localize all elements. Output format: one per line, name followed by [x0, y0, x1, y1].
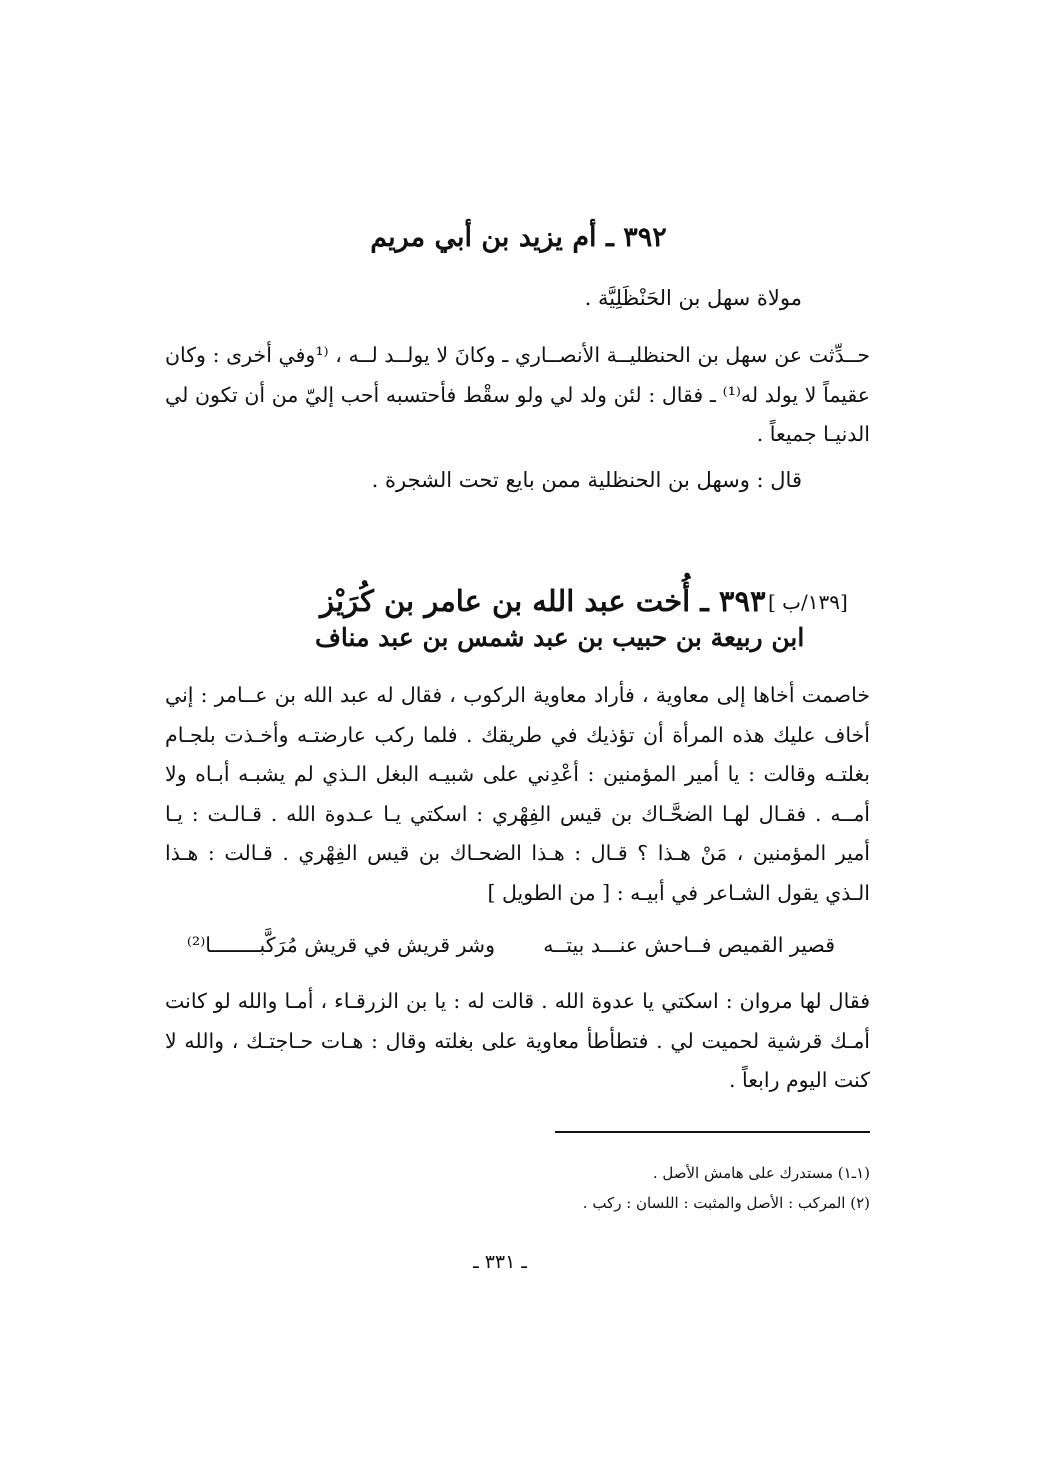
entry-392-paragraph: [165, 336, 870, 455]
verse-second-hemistich: وشر قريش في قريش مُرَكَّبــــــــا⁽²⁾: [186, 933, 495, 957]
entry-392-title: ٣٩٢ ـ أم يزيد بن أبي مريم: [370, 222, 667, 253]
entry-393-paragraph-2-text: فقال لها مروان : اسكتي يا عدوة الله . قالت له : يا بن الزرقـاء ، أمـا والله لو كانت أمـك قرشية لحميت لي . فتطأطأ معاوية على بغلته وقال : هـات حـاجتـك ، والله لا كنت اليوم رابعاً .: [165, 989, 871, 1092]
entry-393-paragraph-2: [165, 982, 870, 1101]
entry-393-paragraph-1-text: خاصمت أخاها إلى معاوية ، فأراد معاوية الركوب ، فقال له عبد الله بن عــامر : إني أخاف عليك هذه المرأة أن تؤذيك في طريقك . فلما ركب عارضتـه وأخـذت بلجـام بغلتـه وقالت : يا أمير المؤمنين : أعْدِني على شبيـه البغل الـذي لم يشبـه أبـاه ولا أمــه . فقـال لهـا الضحَّـاك بن قيس الفِهْري : اسكتي يـا عـدوة الله . قـالـت : يـا أمير المؤمنين ، مَنْ هـذا ؟ قـال : هـذا الضحـاك بن قيس الفِهْري . قـالت : هـذا الـذي يقول الشـاعر في أبيـه : [ من الطويل ]: [165, 683, 870, 905]
entry-392-paragraph-text: حــدِّثت عن سهل بن الحنظليــة الأنصــاري ـ وكانَ لا يولــد لــه ، ⁽¹وفي أخرى : وكان عقيماً لا يولد له⁽¹⁾ ـ فقال : لئن ولد لي ولو سقْط فأحتسبه أحب إليّ من أن تكون لي الدنيـا جميعاً .: [165, 343, 870, 446]
entry-392-closing-line: قال : وسهل بن الحنظلية ممن بايع تحت الشجرة .: [371, 468, 802, 492]
poetry-verse: [186, 933, 835, 965]
entry-393-subtitle: ابن ربيعة بن حبيب بن عبد شمس بن عبد مناف: [315, 623, 805, 652]
entry-393-title: ٣٩٣ ـ أُخت عبد الله بن عامر بن كُرَيْز: [320, 584, 766, 618]
footnote-2: (٢) المركب : الأصل والمثبت : اللسان : ركب .: [582, 1194, 870, 1212]
entry-392-client-line: مولاة سهل بن الحَنْظَلِيَّة .: [584, 286, 802, 310]
manuscript-folio-reference: [١٣٩/ب ]: [768, 590, 848, 614]
footnote-1: (١ـ١) مستدرك على هامش الأصل .: [652, 1164, 870, 1182]
page-number: ـ ٣٣١ ـ: [473, 1251, 527, 1273]
entry-393-paragraph-1: [165, 676, 870, 913]
footnote-divider: [555, 1131, 870, 1133]
verse-first-hemistich: قصير القميص فــاحش عنـــد بيتــه: [543, 933, 835, 957]
